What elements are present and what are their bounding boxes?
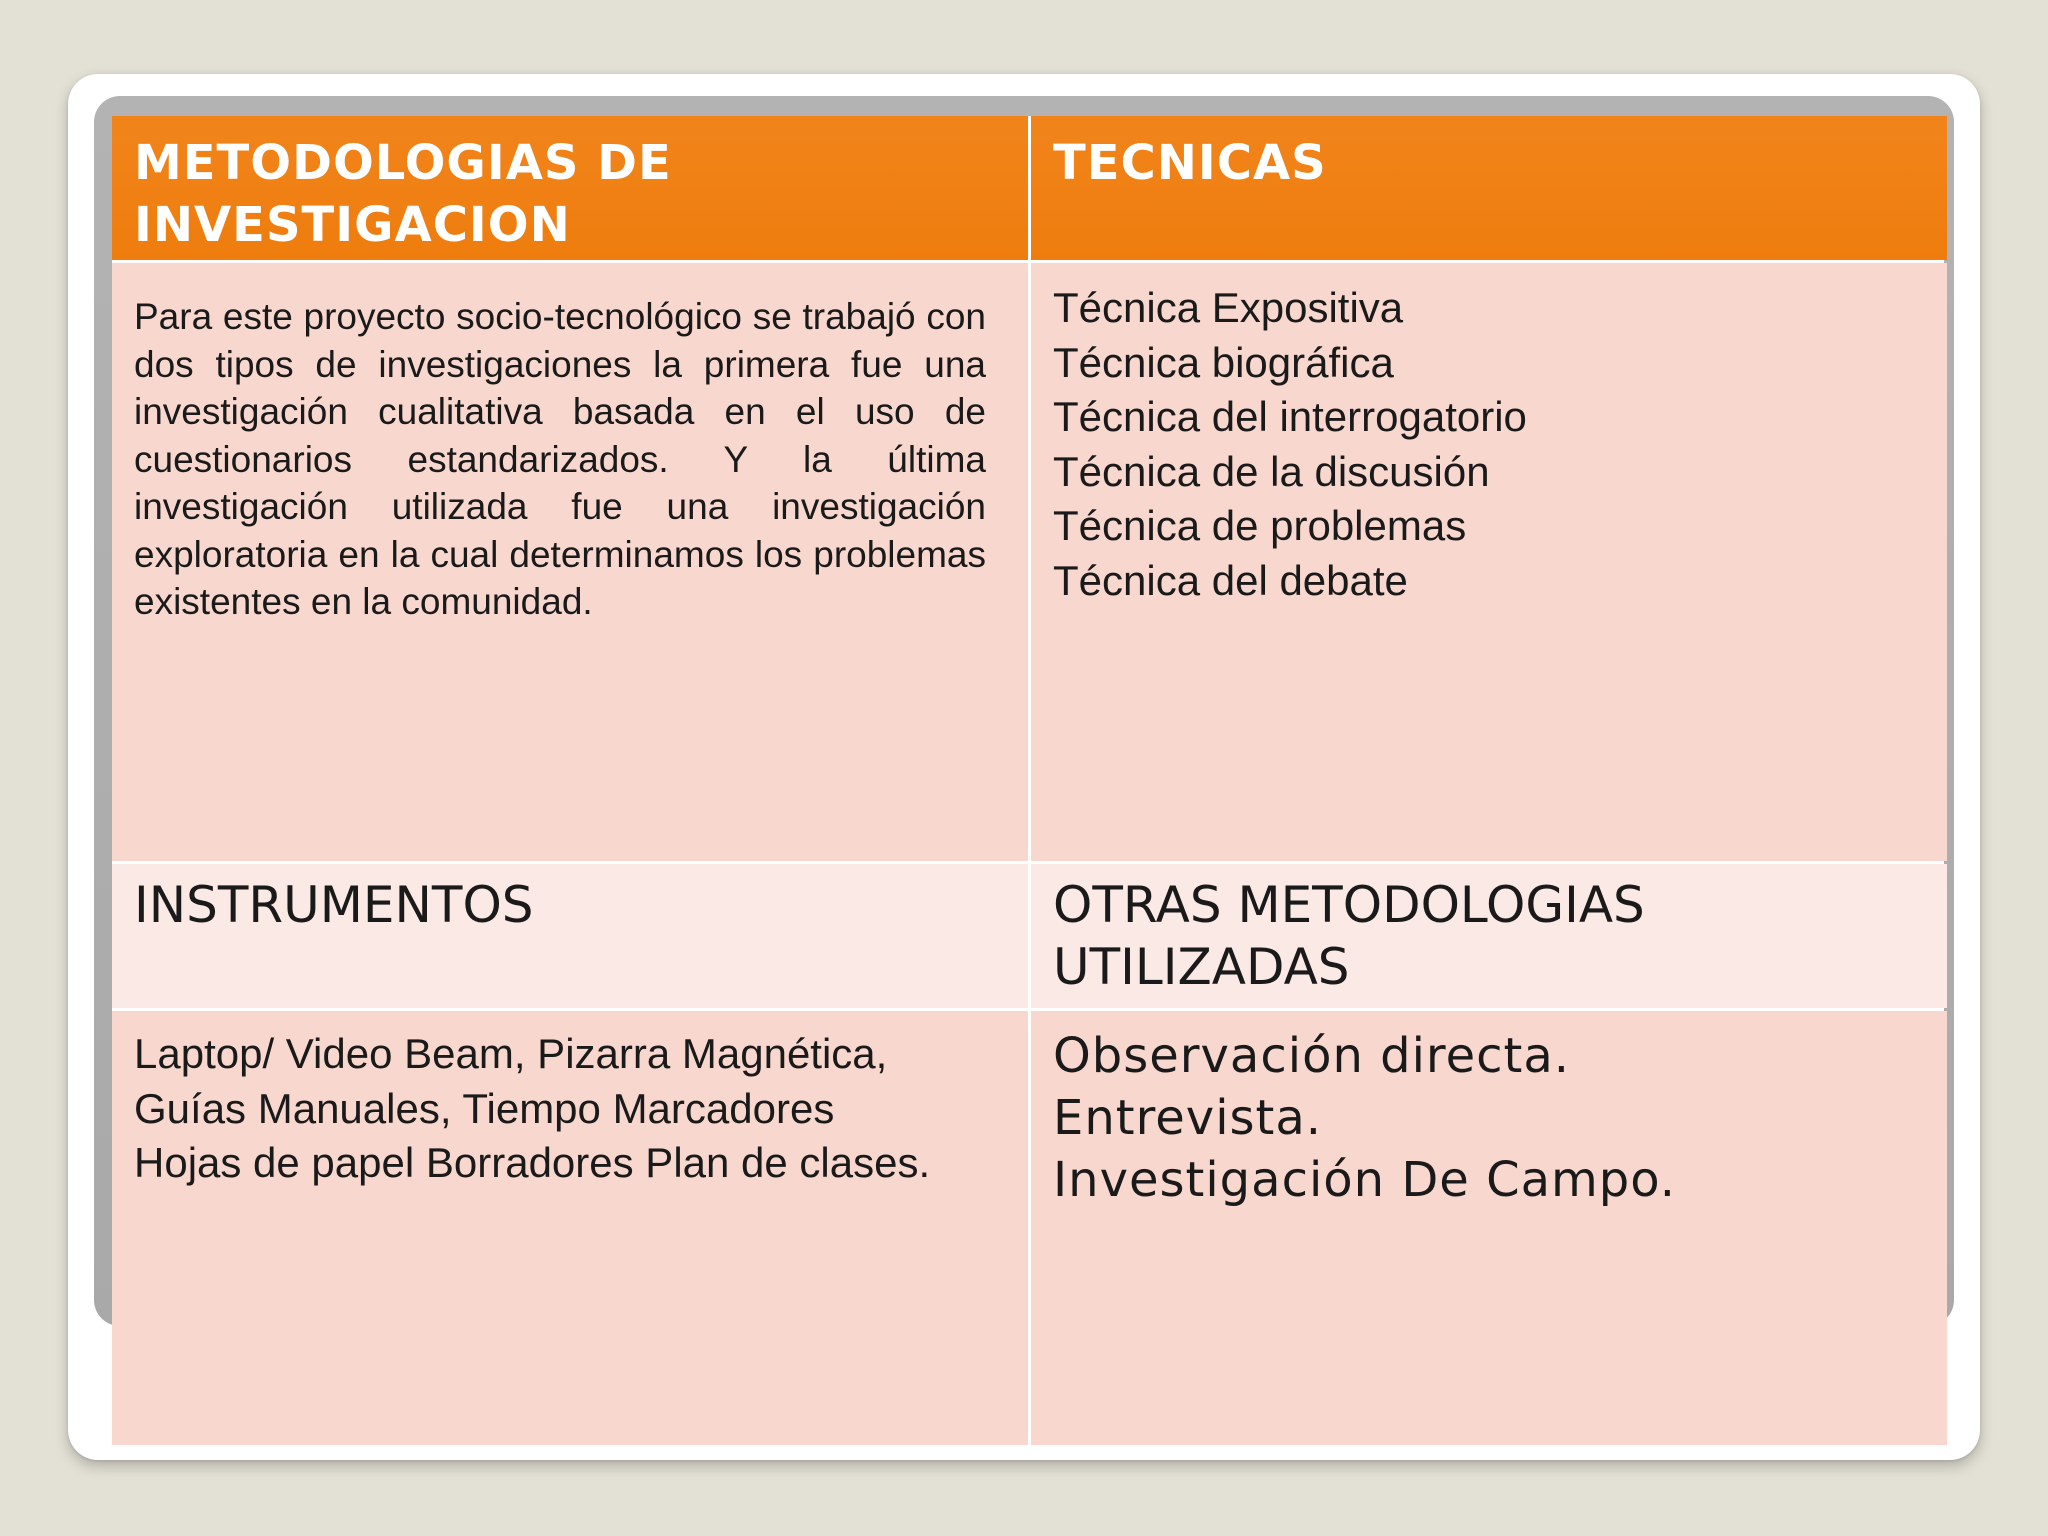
list-item: Técnica de la discusión [1053,447,1490,495]
subheader-other-methodologies-label: OTRAS METODOLOGIAS UTILIZADAS [1053,876,1645,996]
list-item: Técnica del debate [1053,556,1408,604]
list-item: Investigación De Campo. [1053,1152,1677,1208]
instruments-line: Hojas de papel Borradores Plan de clases. [134,1139,931,1186]
other-methodologies-list [1053,1025,1925,1211]
header-techniques [1031,116,1947,260]
list-item: Técnica del interrogatorio [1053,393,1527,440]
list-item: Técnica biográfica [1053,338,1394,386]
instruments-line: Laptop/ Video Beam, Pizarra Magnética, [134,1030,888,1077]
header-techniques-label: TECNICAS [1053,135,1327,191]
instruments-line: Guías Manuales, Tiempo Marcadores [134,1084,835,1132]
methodology-table [112,116,1944,1436]
list-item: Técnica Expositiva [1053,284,1404,331]
other-methodologies-cell [1031,1011,1947,1445]
techniques-cell [1031,263,1947,861]
list-item: Técnica de problemas [1053,502,1467,549]
subheader-instruments [112,864,1028,1008]
methodologies-paragraph: Para este proyecto socio-tecnológico se trabajó con dos tipos de investigaciones la primera fue una investigación cualitativa basada en el uso de cuestionarios estandarizados. Y la última investigación utilizada fue una investigación exploratoria en la cual determinamos los problemas existentes en la comunidad. [134,296,986,622]
methodologies-cell [112,263,1028,861]
list-item: Entrevista. [1053,1090,1323,1146]
techniques-list [1053,281,1925,608]
header-methodologies-label: METODOLOGIAS DE INVESTIGACION [134,135,672,253]
subheader-instruments-label: INSTRUMENTOS [134,876,534,934]
instruments-cell [112,1011,1028,1445]
subheader-other-methodologies [1031,864,1947,1008]
header-methodologies [112,116,1028,260]
list-item: Observación directa. [1053,1028,1571,1084]
